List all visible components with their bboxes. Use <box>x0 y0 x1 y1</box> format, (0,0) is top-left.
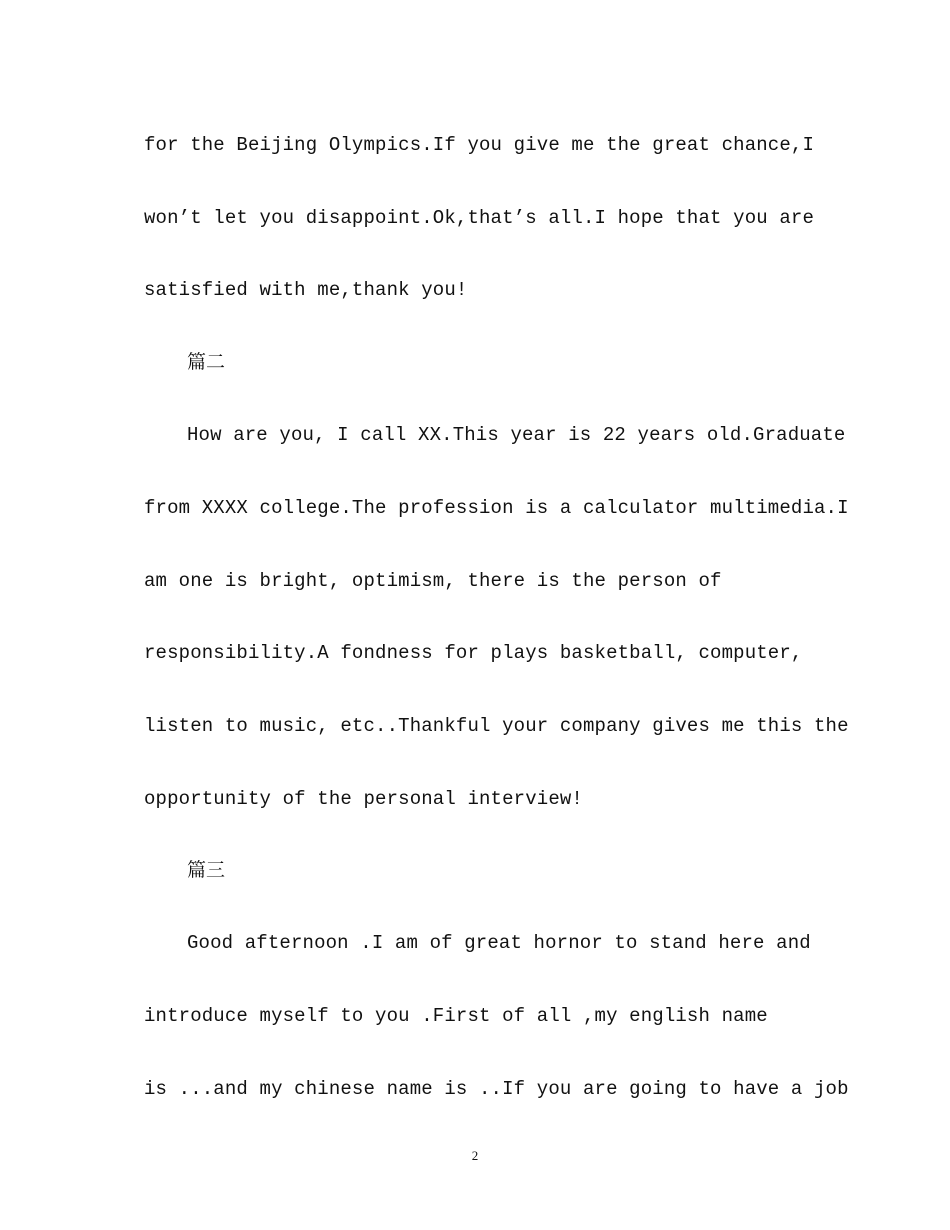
paragraph-line: opportunity of the personal interview! <box>144 788 583 810</box>
paragraph-line: won’t let you disappoint.Ok,that’s all.I hope that you are <box>144 207 815 229</box>
paragraph-line: Good afternoon .I am of great hornor to stand here and <box>187 932 811 954</box>
paragraph-line: for the Beijing Olympics.If you give me the great chance,I <box>144 134 815 156</box>
paragraph-line: responsibility.A fondness for plays basketball, computer, <box>144 642 803 664</box>
paragraph-line: How are you, I call XX.This year is 22 years old.Graduate <box>187 424 846 446</box>
paragraph-line: am one is bright, optimism, there is the person of <box>144 570 722 592</box>
page-number: 2 <box>471 1148 479 1163</box>
paragraph-line: listen to music, etc..Thankful your company gives me this the <box>144 715 849 737</box>
paragraph-line: satisfied with me,thank you! <box>144 279 468 301</box>
section-heading-3: 篇三 <box>187 859 226 881</box>
paragraph-line: is ...and my chinese name is ..If you are going to have a job <box>144 1078 849 1100</box>
section-heading-2: 篇二 <box>187 351 226 373</box>
paragraph-line: from XXXX college.The profession is a calculator multimedia.I <box>144 497 849 519</box>
paragraph-line: introduce myself to you .First of all ,my english name <box>144 1005 768 1027</box>
